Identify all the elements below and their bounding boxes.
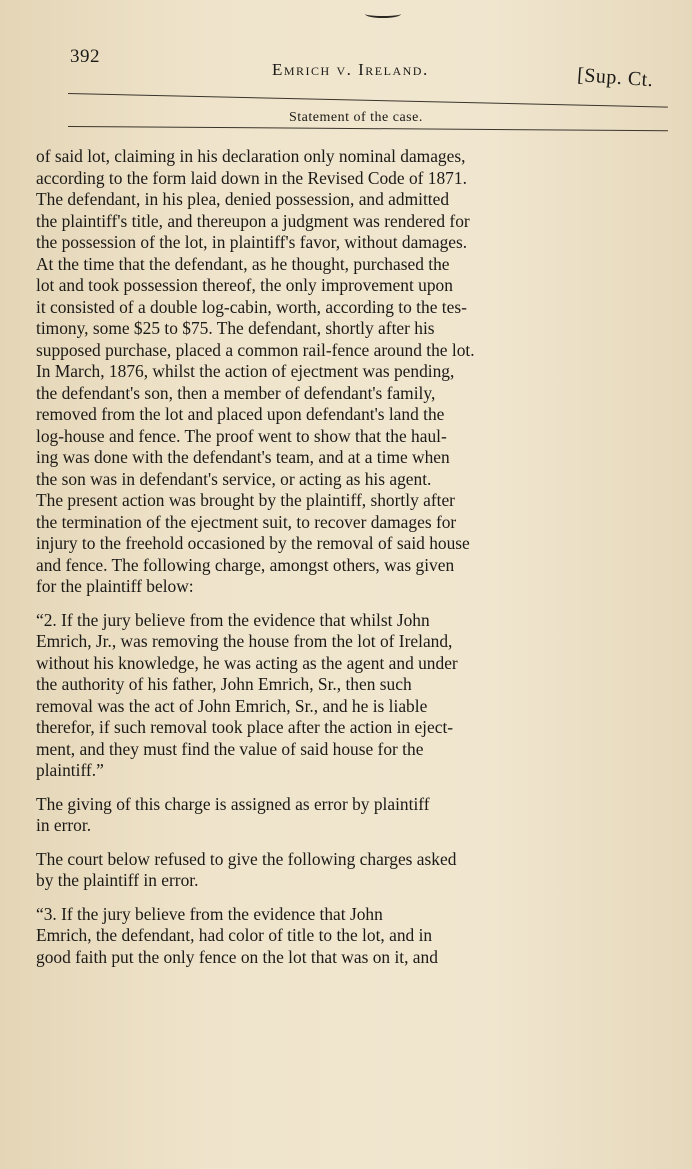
- running-title: Emrich v. Ireland.: [272, 60, 429, 79]
- text-line: by the plaintiff in error.: [36, 870, 199, 890]
- text-line: therefor, if such removal took place after the action in eject-: [36, 717, 454, 737]
- section-label: Statement of the case.: [289, 110, 423, 125]
- text-line: In March, 1876, whilst the action of ejectment was pending,: [36, 361, 455, 381]
- court-label: [Sup. Ct.: [576, 64, 655, 92]
- text-line: “2. If the jury believe from the evidence that whilst John: [36, 609, 430, 630]
- paragraph-gap: [36, 837, 652, 849]
- page-number: 392: [70, 46, 100, 67]
- text-line: and fence. The following charge, amongst others, was given: [36, 554, 455, 575]
- section-rule: [68, 126, 668, 131]
- paragraph-gap: [36, 892, 652, 904]
- text-line: lot and took possession thereof, the only improvement upon: [36, 275, 453, 295]
- text-line: in error.: [36, 815, 92, 835]
- text-line: The defendant, in his plea, denied possession, and admitted: [36, 189, 450, 209]
- text-line: Emrich, Jr., was removing the house from the lot of Ireland,: [36, 631, 453, 651]
- text-line: plaintiff.”: [36, 760, 104, 780]
- text-line: injury to the freehold occasioned by the removal of said house: [36, 533, 470, 553]
- text-line: of said lot, claiming in his declaration only nominal damages,: [36, 146, 466, 166]
- text-line: Emrich, the defendant, had color of title to the lot, and in: [36, 925, 433, 945]
- text-line: log-house and fence. The proof went to show that the haul-: [36, 425, 447, 446]
- paragraph: [36, 610, 652, 782]
- paragraph: [36, 146, 652, 598]
- text-line: supposed purchase, placed a common rail-fence around the lot.: [36, 339, 475, 360]
- text-line: according to the form laid down in the Revised Code of 1871.: [36, 167, 467, 188]
- text-line: ing was done with the defendant's team, and at a time when: [36, 447, 450, 467]
- body-text: [36, 146, 652, 968]
- text-line: the defendant's son, then a member of defendant's family,: [36, 382, 436, 403]
- paragraph-gap: [36, 782, 652, 794]
- text-line: it consisted of a double log-cabin, worth, according to the tes-: [36, 296, 467, 317]
- header-rule: [68, 93, 668, 108]
- paragraph-gap: [36, 598, 652, 610]
- text-line: the son was in defendant's service, or acting as his agent.: [36, 468, 432, 489]
- paragraph: [36, 849, 652, 892]
- text-line: the plaintiff's title, and thereupon a judgment was rendered for: [36, 210, 470, 231]
- text-line: for the plaintiff below:: [36, 576, 194, 596]
- ornament-mark: [365, 10, 401, 18]
- text-line: ment, and they must find the value of said house for the: [36, 738, 424, 759]
- text-line: timony, some $25 to $75. The defendant, shortly after his: [36, 318, 435, 338]
- text-line: “3. If the jury believe from the evidence that John: [36, 903, 383, 924]
- text-line: The giving of this charge is assigned as error by plaintiff: [36, 793, 430, 814]
- text-line: the termination of the ejectment suit, to recover damages for: [36, 511, 457, 532]
- text-line: the possession of the lot, in plaintiff's favor, without damages.: [36, 232, 468, 252]
- text-line: good faith put the only fence on the lot that was on it, and: [36, 946, 438, 967]
- text-line: The court below refused to give the following charges asked: [36, 848, 457, 869]
- text-line: At the time that the defendant, as he thought, purchased the: [36, 253, 450, 274]
- paragraph: [36, 904, 652, 969]
- paragraph: [36, 794, 652, 837]
- text-line: the authority of his father, John Emrich, Sr., then such: [36, 674, 412, 694]
- text-line: removed from the lot and placed upon defendant's land the: [36, 404, 445, 424]
- text-line: without his knowledge, he was acting as the agent and under: [36, 652, 458, 673]
- text-line: The present action was brought by the plaintiff, shortly after: [36, 490, 455, 510]
- text-line: removal was the act of John Emrich, Sr., and he is liable: [36, 695, 428, 716]
